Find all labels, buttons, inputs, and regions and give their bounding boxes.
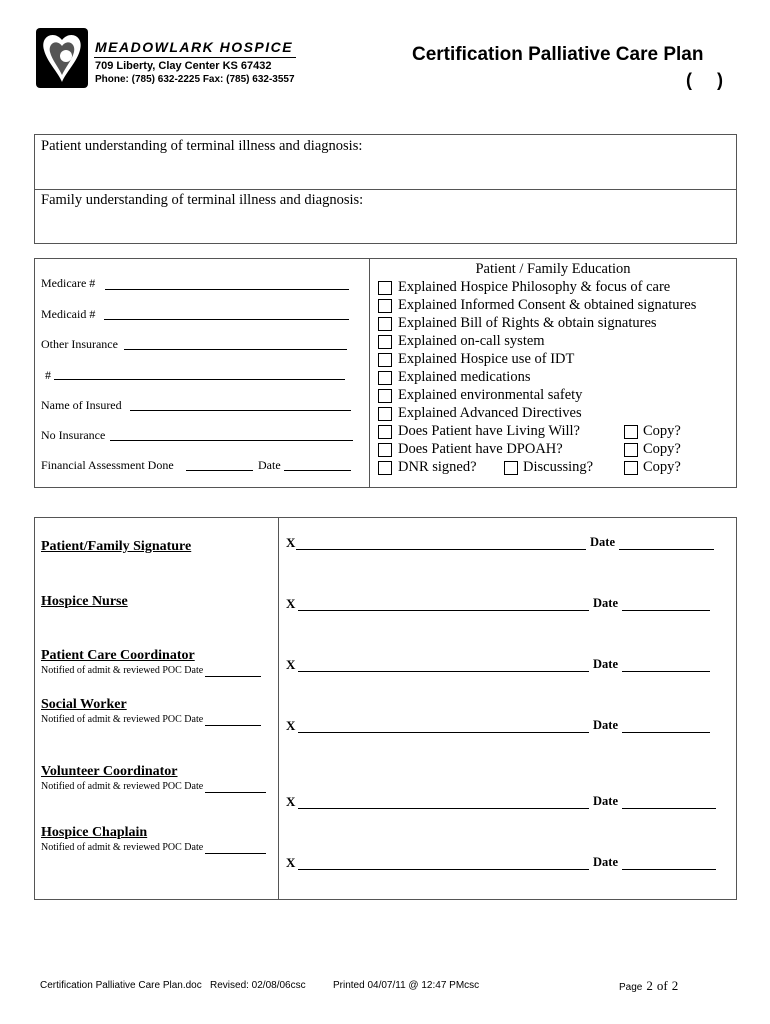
item-hospice-idt: Explained Hospice use of IDT [398, 351, 575, 367]
checkbox-dnr-copy[interactable] [624, 461, 638, 475]
patient-understanding-label: Patient understanding of terminal illness and diagnosis: [41, 138, 363, 154]
item-informed-consent: Explained Informed Consent & obtained signatures [398, 297, 697, 313]
social-worker-date-field[interactable] [622, 732, 710, 733]
hospice-nurse-date-field[interactable] [622, 610, 710, 611]
social-worker-label: Social Worker [41, 697, 127, 712]
item-dnr-signed: DNR signed? [398, 459, 477, 475]
other-insurance-field[interactable] [124, 349, 347, 350]
financial-date-field[interactable] [284, 470, 351, 471]
item-advanced-directives: Explained Advanced Directives [398, 405, 582, 421]
page-current: 2 [646, 978, 653, 993]
page-total: 2 [671, 978, 679, 993]
name-of-insured-field[interactable] [130, 410, 351, 411]
pcc-notified-label: Notified of admit & reviewed POC Date [41, 665, 204, 676]
medicaid-field[interactable] [104, 319, 349, 320]
checkbox-informed-consent[interactable] [378, 299, 392, 313]
checkbox-hospice-idt[interactable] [378, 353, 392, 367]
hospice-nurse-date-label: Date [593, 596, 618, 610]
signature-box [34, 517, 737, 900]
volunteer-notified-date-field[interactable] [205, 792, 266, 793]
checkbox-discussing[interactable] [504, 461, 518, 475]
financial-assessment-label: Financial Assessment Done [41, 458, 174, 472]
dpoah-copy-label: Copy? [643, 441, 681, 457]
item-environmental-safety: Explained environmental safety [398, 387, 583, 403]
org-name-rule [94, 57, 296, 58]
education-box [369, 258, 737, 488]
checkbox-advanced-directives[interactable] [378, 407, 392, 421]
insurance-number-label: # [45, 368, 51, 382]
item-bill-of-rights: Explained Bill of Rights & obtain signatures [398, 315, 657, 331]
social-worker-notified-date-field[interactable] [205, 725, 261, 726]
volunteer-coordinator-label: Volunteer Coordinator [41, 764, 178, 779]
checkbox-on-call-system[interactable] [378, 335, 392, 349]
medicare-label: Medicare # [41, 276, 96, 290]
discussing-label: Discussing? [523, 459, 594, 475]
footer-printed: Printed 04/07/11 @ 12:47 PMcsc [333, 980, 480, 991]
volunteer-date-label: Date [593, 794, 618, 808]
item-dpoah: Does Patient have DPOAH? [398, 441, 563, 457]
page-prefix: Page [619, 982, 643, 993]
volunteer-date-field[interactable] [622, 808, 716, 809]
item-medications: Explained medications [398, 369, 531, 385]
dnr-copy-label: Copy? [643, 459, 681, 475]
pcc-date-label: Date [593, 657, 618, 671]
understanding-box [34, 134, 737, 244]
patient-family-signature-label: Patient/Family Signature [41, 539, 192, 554]
living-will-copy-label: Copy? [643, 423, 681, 439]
checkbox-environmental-safety[interactable] [378, 389, 392, 403]
checkbox-living-will-copy[interactable] [624, 425, 638, 439]
hospice-nurse-signature-field[interactable] [298, 610, 589, 611]
no-insurance-label: No Insurance [41, 428, 106, 442]
financial-assessment-field[interactable] [186, 470, 253, 471]
hospice-logo [36, 28, 88, 88]
item-on-call-system: Explained on-call system [398, 333, 545, 349]
chaplain-x: X [286, 855, 296, 870]
other-insurance-label: Other Insurance [41, 337, 118, 351]
insurance-box [34, 258, 370, 488]
medicare-field[interactable] [105, 289, 349, 290]
understanding-divider [35, 189, 736, 190]
footer-page-number [619, 977, 678, 995]
hospice-nurse-x: X [286, 596, 296, 611]
form-title-parens: ( ) [686, 70, 723, 90]
social-worker-signature-field[interactable] [298, 732, 589, 733]
footer-doc-name: Certification Palliative Care Plan.doc [40, 980, 202, 991]
patient-care-coordinator-label: Patient Care Coordinator [41, 648, 195, 663]
social-worker-date-label: Date [593, 718, 618, 732]
chaplain-date-label: Date [593, 855, 618, 869]
chaplain-date-field[interactable] [622, 869, 716, 870]
patient-family-x: X [286, 535, 296, 550]
education-title: Patient / Family Education [475, 261, 631, 277]
pcc-notified-date-field[interactable] [205, 676, 261, 677]
volunteer-x: X [286, 794, 296, 809]
family-understanding-label: Family understanding of terminal illness and diagnosis: [41, 192, 364, 208]
org-address: 709 Liberty, Clay Center KS 67432 [95, 60, 272, 72]
chaplain-signature-field[interactable] [298, 869, 589, 870]
item-living-will: Does Patient have Living Will? [398, 423, 580, 439]
item-hospice-philosophy: Explained Hospice Philosophy & focus of care [398, 279, 671, 295]
checkbox-dnr-signed[interactable] [378, 461, 392, 475]
checkbox-medications[interactable] [378, 371, 392, 385]
no-insurance-field[interactable] [110, 440, 353, 441]
pcc-signature-field[interactable] [298, 671, 589, 672]
chaplain-notified-label: Notified of admit & reviewed POC Date [41, 842, 204, 853]
patient-family-date-label: Date [590, 535, 615, 549]
hospice-chaplain-label: Hospice Chaplain [41, 825, 148, 840]
checkbox-living-will[interactable] [378, 425, 392, 439]
volunteer-signature-field[interactable] [298, 808, 589, 809]
page-of: of [656, 978, 668, 993]
checkbox-bill-of-rights[interactable] [378, 317, 392, 331]
org-name: MEADOWLARK HOSPICE [95, 39, 294, 55]
social-worker-x: X [286, 718, 296, 733]
org-phone-fax: Phone: (785) 632-2225 Fax: (785) 632-3557 [95, 74, 295, 85]
footer-revised: Revised: 02/08/06csc [210, 980, 306, 991]
volunteer-notified-label: Notified of admit & reviewed POC Date [41, 781, 204, 792]
pcc-date-field[interactable] [622, 671, 710, 672]
name-of-insured-label: Name of Insured [41, 398, 122, 412]
patient-family-signature-field[interactable] [296, 549, 586, 550]
hospice-nurse-label: Hospice Nurse [41, 594, 128, 609]
insurance-number-field[interactable] [54, 379, 345, 380]
patient-family-date-field[interactable] [619, 549, 714, 550]
form-title: Certification Palliative Care Plan [412, 44, 704, 65]
medicaid-label: Medicaid # [41, 307, 96, 321]
social-worker-notified-label: Notified of admit & reviewed POC Date [41, 714, 204, 725]
checkbox-hospice-philosophy[interactable] [378, 281, 392, 295]
checkbox-dpoah[interactable] [378, 443, 392, 457]
financial-date-label: Date [258, 458, 281, 472]
checkbox-dpoah-copy[interactable] [624, 443, 638, 457]
signature-column-divider [278, 518, 279, 899]
chaplain-notified-date-field[interactable] [205, 853, 266, 854]
pcc-x: X [286, 657, 296, 672]
